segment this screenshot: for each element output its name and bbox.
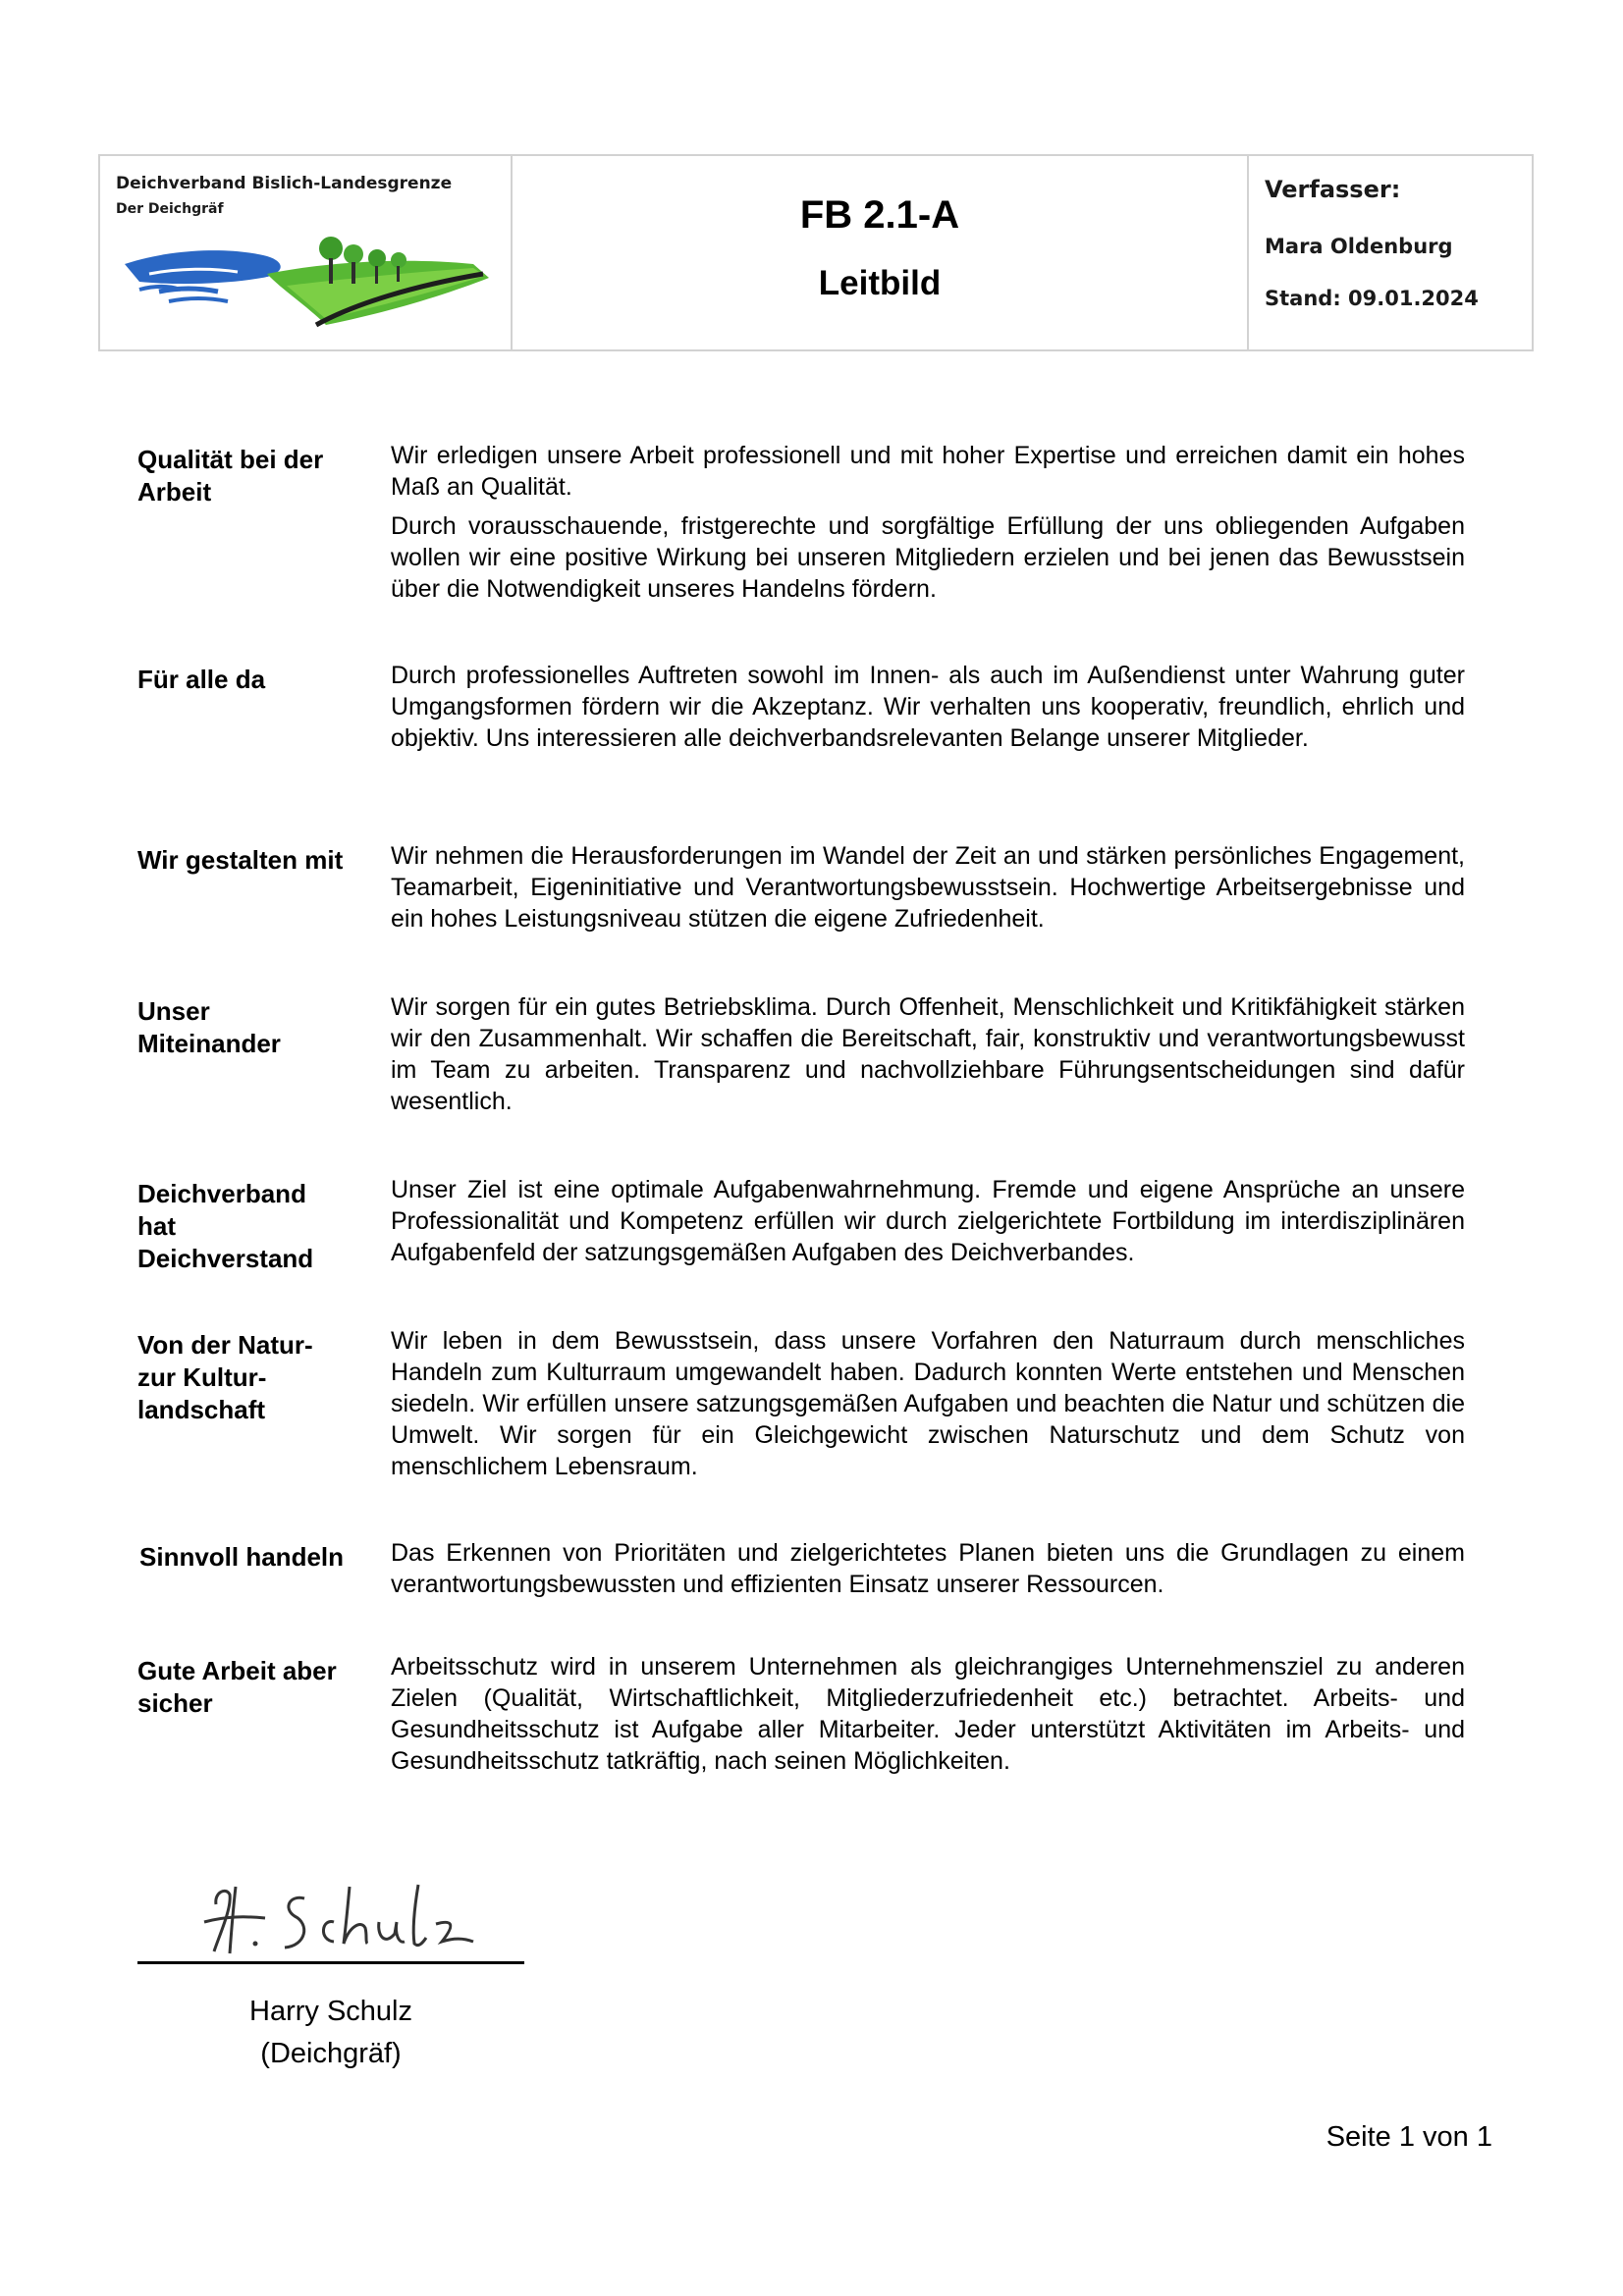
- section-text: [391, 840, 1465, 942]
- handwritten-signature: [196, 1865, 511, 1963]
- deichverband-logo: [120, 235, 493, 331]
- document-header: [98, 154, 1534, 351]
- author-label: Verfasser:: [1265, 176, 1401, 203]
- header-title-cell: [513, 156, 1249, 349]
- section-paragraph: Wir erledigen unsere Arbeit professionell und mit hoher Expertise und erreichen damit ein hohes Maß an Qualität.: [391, 442, 1465, 501]
- header-author-cell: [1249, 156, 1532, 349]
- section-text: [391, 991, 1465, 1125]
- signature-line: [137, 1961, 524, 1964]
- section-text: [391, 440, 1465, 613]
- section-label: Sinnvoll handeln: [139, 1542, 345, 1572]
- author-name: Mara Oldenburg: [1265, 235, 1453, 258]
- section-label: Wir gestalten mit: [137, 845, 344, 875]
- signer-role: (Deichgräf): [260, 2038, 402, 2069]
- section-paragraph: Durch vorausschauende, fristgerechte und sorgfältige Erfüllung der uns obliegenden Aufgaben wollen wir eine positive Wirkung bei unseren Mitgliedern erzielen und bei jenen das Bewusstsein über die Notwendigkeit unseres Handelns fördern.: [391, 512, 1465, 603]
- document-number: FB 2.1-A: [799, 193, 960, 237]
- section-text: [391, 1325, 1465, 1490]
- revision-date: Stand: 09.01.2024: [1265, 287, 1479, 310]
- header-logo-cell: [100, 156, 513, 349]
- section-paragraph: Das Erkennen von Prioritäten und zielgerichtetes Planen bieten uns die Grundlagen zu einem verantwortungsbewussten und effizienten Einsatz unserer Ressourcen.: [391, 1539, 1465, 1598]
- section-paragraph: Wir nehmen die Herausforderungen im Wandel der Zeit an und stärken persönliches Engagement, Teamarbeit, Eigeninitiative und Verantwortungsbewusstsein. Hochwertige Arbeitsergebnisse und ein hohes Leistungsniveau stützen die eigene Zufriedenheit.: [391, 842, 1465, 933]
- section-label: Unser Miteinander: [137, 996, 281, 1058]
- section-label: Von der Natur- zur Kultur- landschaft: [137, 1330, 313, 1424]
- section-paragraph: Unser Ziel ist eine optimale Aufgabenwahrnehmung. Fremde und eigene Ansprüche an unsere Professionalität und Kompetenz erfüllen wir durch zielgerichtete Fortbildung im interdisziplinären Aufgabenfeld der satzungsgemäßen Aufgaben des Deichverbandes.: [391, 1176, 1465, 1266]
- section-paragraph: Wir leben in dem Bewusstsein, dass unsere Vorfahren den Naturraum durch menschliches Handeln zum Kulturraum umgewandelt haben. Dadurch konnten Werte entstehen und Menschen siedeln. Wir erfüllen unsere satzungsgemäßen Aufgaben und beachten die Natur und schützen die Umwelt. Wir sorgen für ein Gleichgewicht zwischen Naturschutz und dem Schutz von menschlichem Lebensraum.: [391, 1327, 1465, 1480]
- section-paragraph: Durch professionelles Auftreten sowohl im Innen- als auch im Außendienst unter Wahrung guter Umgangsformen fördern wir die Akzeptanz. Wir verhalten uns kooperativ, freundlich, ehrlich und objektiv. Uns interessieren alle deichverbandsrelevanten Belange unserer Mitglieder.: [391, 662, 1465, 752]
- section-text: [391, 1174, 1465, 1276]
- section-label: Für alle da: [137, 665, 266, 694]
- section-paragraph: Arbeitsschutz wird in unserem Unternehmen als gleichrangiges Unternehmensziel zu anderen Zielen (Qualität, Wirtschaftlichkeit, Mitgliederzufriedenheit etc.) betrachtet. Arbeits- und Gesundheitsschutz ist Aufgabe aller Mitarbeiter. Jeder unterstützt Aktivitäten im Arbeits- und Gesundheitsschutz tatkräftig, nach seinen Möglichkeiten.: [391, 1653, 1465, 1775]
- section-text: [391, 1537, 1465, 1608]
- organization-name: Deichverband Bislich-Landesgrenze: [116, 174, 453, 193]
- section-text: [391, 1651, 1465, 1785]
- document-title: Leitbild: [818, 264, 942, 302]
- page-number: Seite 1 von 1: [1325, 2121, 1492, 2153]
- section-label: Deichverband hat Deichverstand: [137, 1179, 314, 1273]
- section-label: Qualität bei der Arbeit: [137, 445, 324, 507]
- signer-name: Harry Schulz: [249, 1996, 412, 2027]
- section-label: Gute Arbeit aber sicher: [137, 1656, 337, 1718]
- section-paragraph: Wir sorgen für ein gutes Betriebsklima. Durch Offenheit, Menschlichkeit und Kritikfähigkeit stärken wir den Zusammenhalt. Wir schaffen die Bereitschaft, fair, konstruktiv und verantwortungsbewusst im Team zu arbeiten. Transparenz und nachvollziehbare Führungsentscheidungen sind dafür wesentlich.: [391, 993, 1465, 1115]
- organization-subtitle: Der Deichgräf: [116, 201, 224, 217]
- section-text: [391, 660, 1465, 762]
